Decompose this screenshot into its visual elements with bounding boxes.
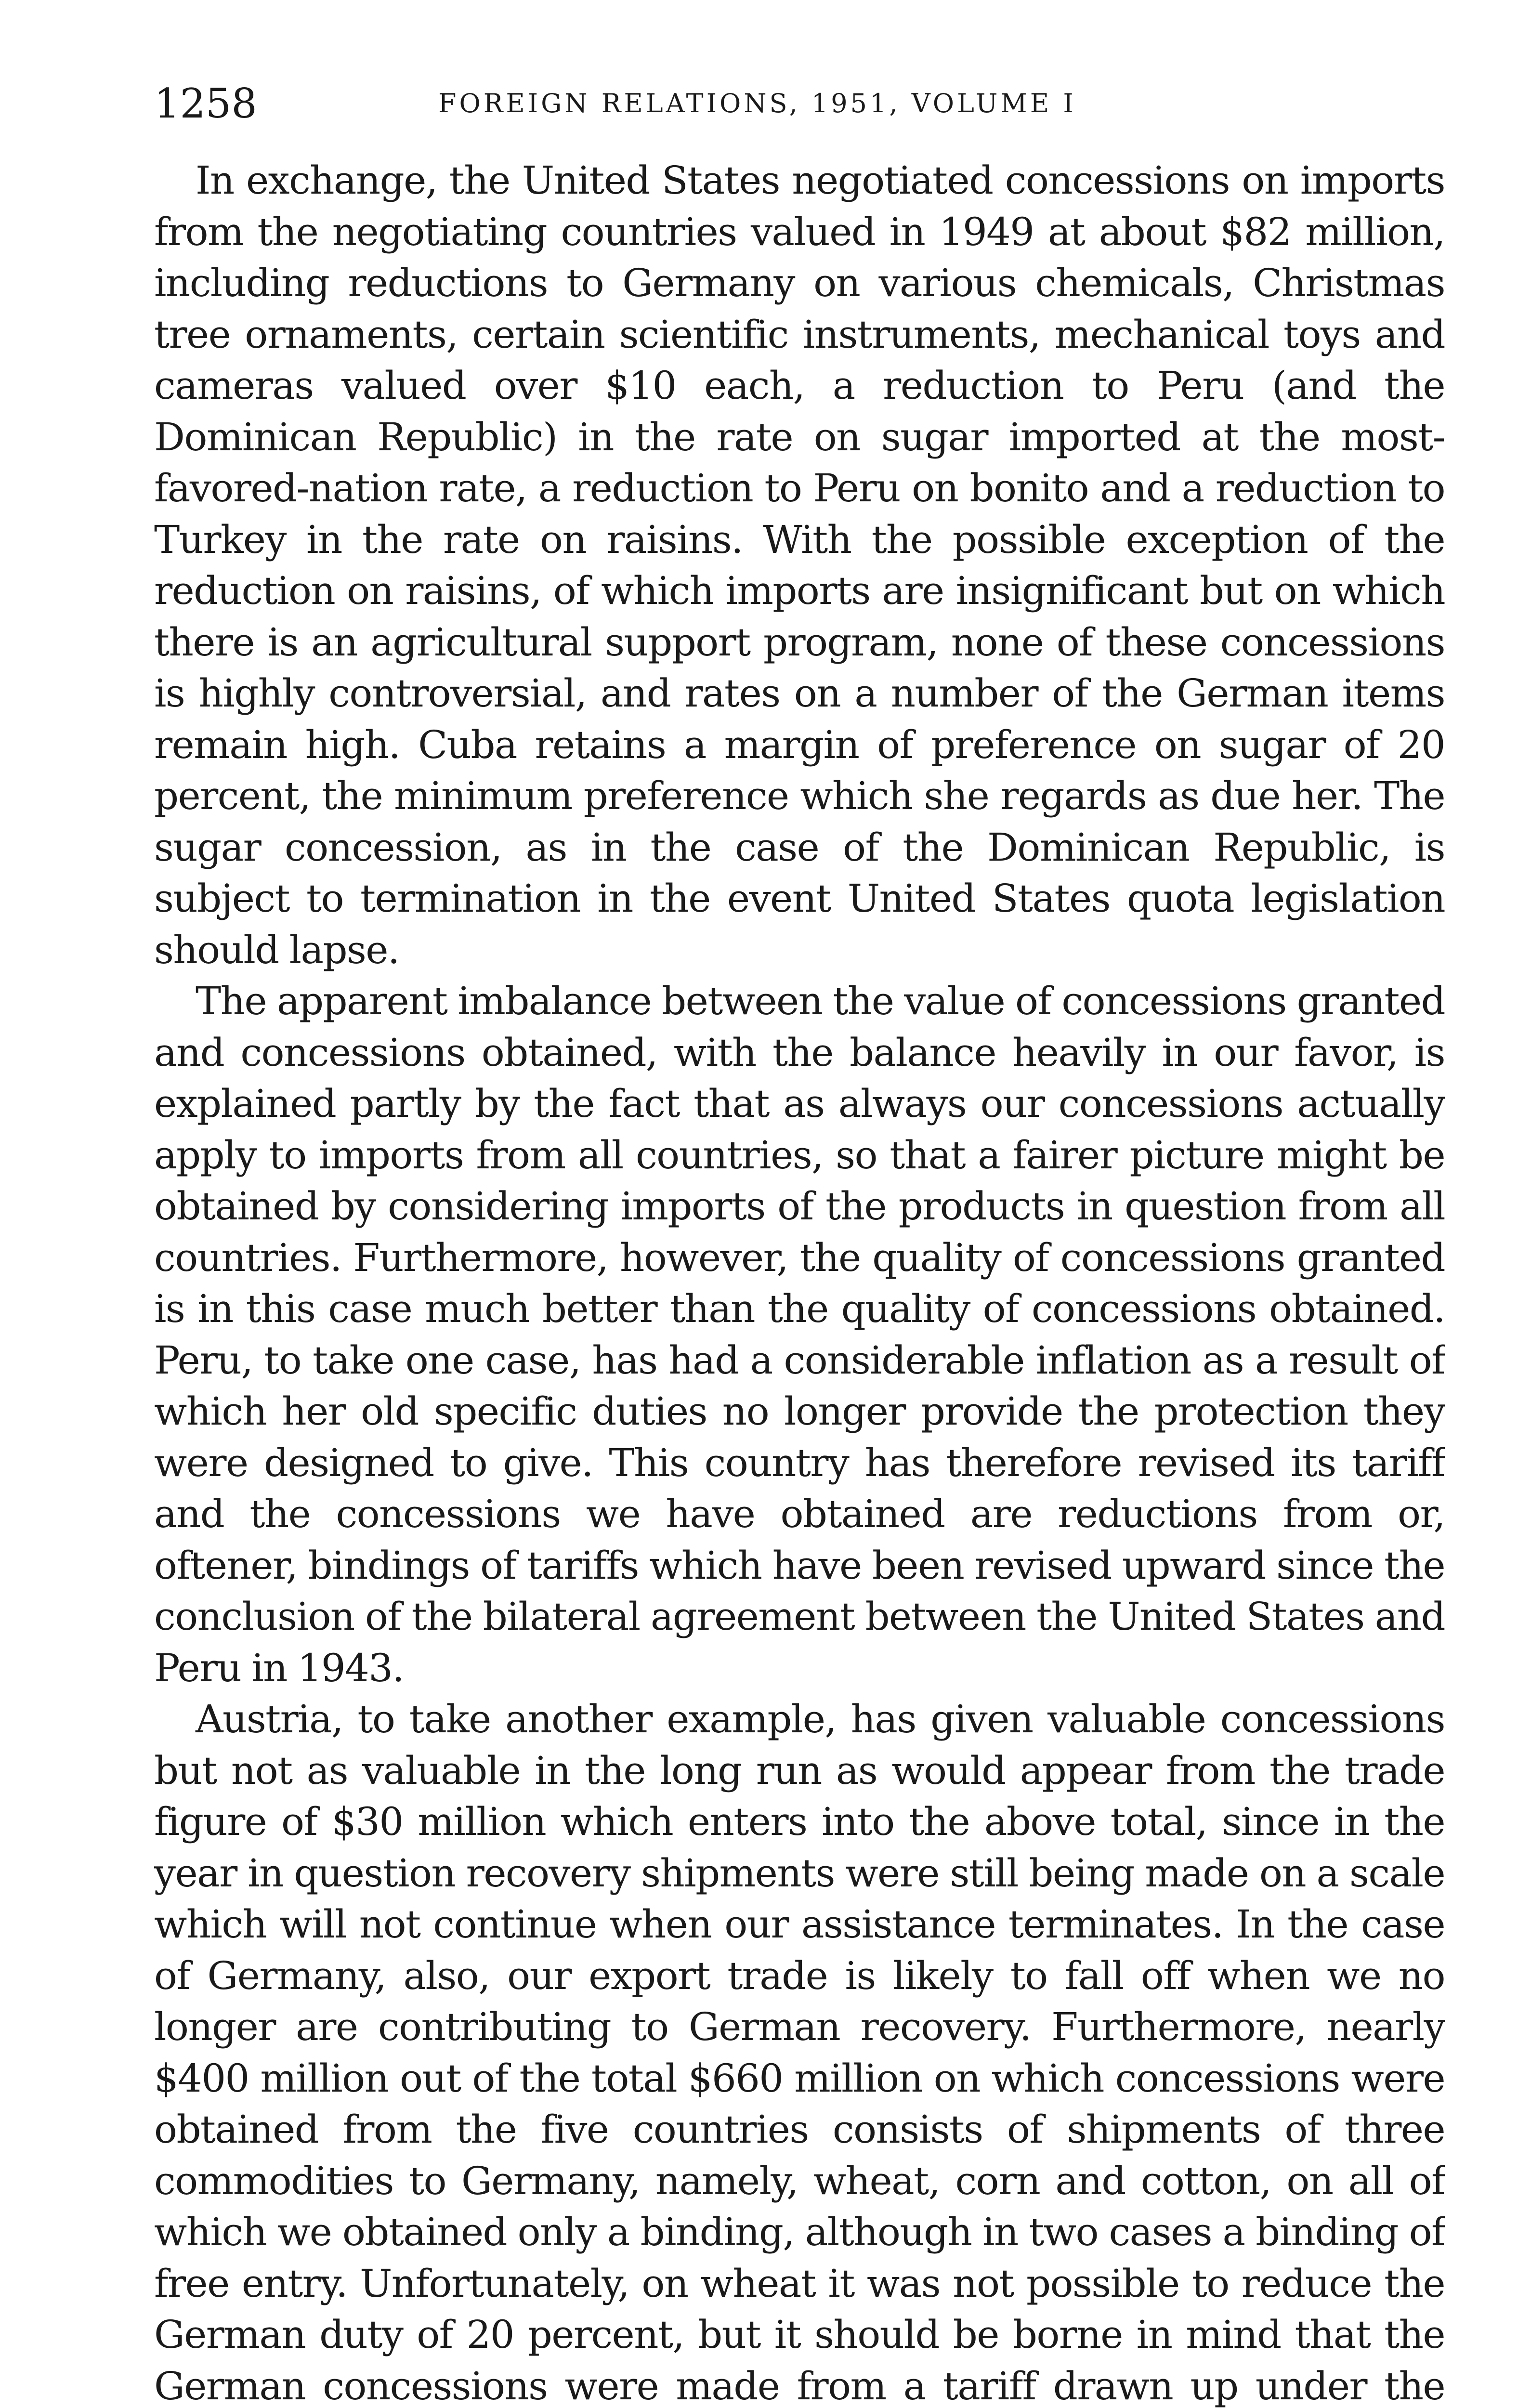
running-head: FOREIGN RELATIONS, 1951, VOLUME I: [438, 88, 1076, 118]
paragraph-2: The apparent imbalance between the value of concessions granted and concessions obtained, with the balance heavily in our favor, is explained partly by the fact that as always our concessions actually apply to imports from all countries, so that a fairer picture might be obtained by considering imports of the products in question from all countries. Furthermore, however, the quality of concessions granted is in this case much better than the quality of concessions obtained. Peru, to take one case, has had a considerable inflation as a result of which her old specific duties no longer provide the protection they were designed to give. This country has therefore revised its tariff and the concessions we have obtained are reductions from or, oftener, bindings of tariffs which have been revised upward since the conclusion of the bilateral agreement between the United States and Peru in 1943.: [154, 979, 1445, 1690]
page-header: [154, 72, 1445, 135]
page-number: 1258: [154, 80, 257, 127]
paragraph-1: In exchange, the United States negotiated concessions on imports from the negotiating countries valued in 1949 at about $82 million, including reductions to Germany on various chemicals, Christmas tree ornaments, certain scientific instruments, mechanical toys and cameras valued over $10 each, a reduction to Peru (and the Dominican Republic) in the rate on sugar imported at the most-favored-nation rate, a reduction to Peru on bonito and a reduction to Turkey in the rate on raisins. With the possible exception of the reduction on raisins, of which imports are insignificant but on which there is an agricultural support program, none of these concessions is highly controversial, and rates on a number of the German items remain high. Cuba retains a margin of preference on sugar of 20 percent, the minimum preference which she regards as due her. The sugar concession, as in the case of the Dominican Republic, is subject to termination in the event United States quota legislation should lapse.: [154, 158, 1445, 972]
body-text: [154, 155, 1445, 2408]
paragraph-3: Austria, to take another example, has given valuable concessions but not as valuable in the long run as would appear from the trade figure of $30 million which enters into the above total, since in the year in question recovery shipments were still being made on a scale which will not continue when our assistance terminates. In the case of Germany, also, our export trade is likely to fall off when we no longer are contributing to German recovery. Furthermore, nearly $400 million out of the total $660 million on which concessions were obtained from the five countries consists of shipments of three commodities to Germany, namely, wheat, corn and cotton, on all of which we obtained only a binding, although in two cases a binding of free entry. Unfortunately, on wheat it was not possible to reduce the German duty of 20 percent, but it should be borne in mind that the German concessions were made from a tariff drawn up under the: [154, 1697, 1445, 2408]
